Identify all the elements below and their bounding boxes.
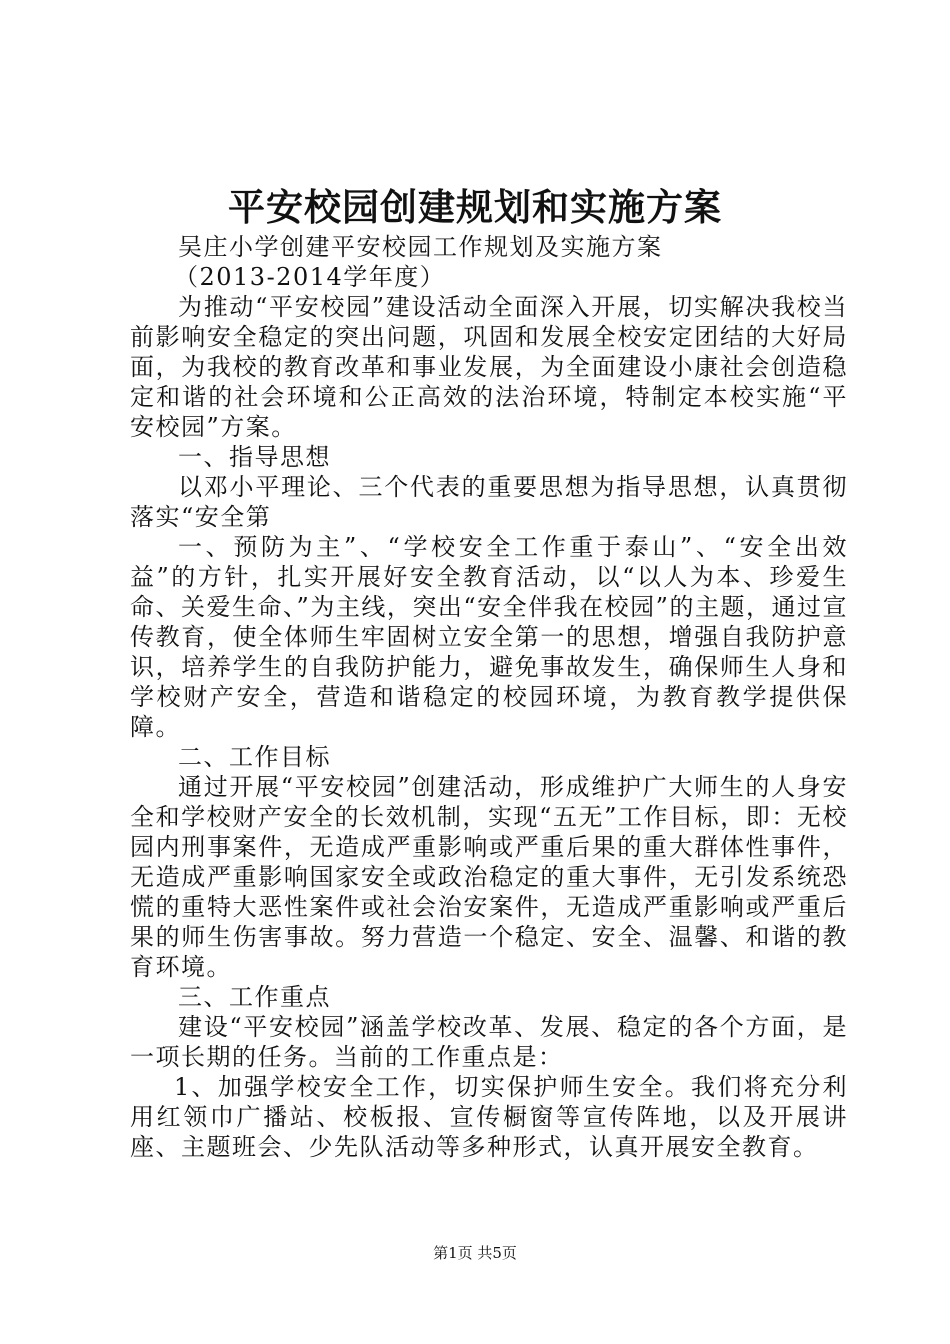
heading-guiding-ideology: 一、指导思想 xyxy=(178,443,331,471)
heading-work-goals: 二、工作目标 xyxy=(178,743,331,771)
paragraph-work-focus: 建设“平安校园”涵盖学校改革、发展、稳定的各个方面，是一项长期的任务。当前的工作重点是： xyxy=(130,1013,848,1071)
document-title: 平安校园创建规划和实施方案 xyxy=(228,185,722,229)
paragraph-guiding-ideology: 以邓小平理论、三个代表的重要思想为指导思想，认真贯彻落实“安全第 xyxy=(130,473,848,531)
paragraph-intro: 为推动“平安校园”建设活动全面深入开展，切实解决我校当前影响安全稳定的突出问题，巩固和发展全校安定团结的大好局面，为我校的教育改革和事业发展，为全面建设小康社会创造稳定和谐的社会环境和公正高效的法治环境，特制定本校实施“平安校园”方案。 xyxy=(130,293,848,441)
page-footer: 第1页 共5页 xyxy=(433,1244,517,1262)
paragraph-work-goals: 通过开展“平安校园”创建活动，形成维护广大师生的人身安全和学校财产安全的长效机制，实现“五无”工作目标，即：无校园内刑事案件，无造成严重影响或严重后果的重大群体性事件，无造成严重影响国家安全或政治稳定的重大事件，无引发系统恐慌的重特大恶性案件或社会治安案件，无造成严重影响或严重后果的师生伤害事故。努力营造一个稳定、安全、温馨、和谐的教育环境。 xyxy=(130,773,848,981)
heading-work-focus: 三、工作重点 xyxy=(178,983,331,1011)
paragraph-item-1: 1、加强学校安全工作，切实保护师生安全。我们将充分利用红领巾广播站、校板报、宣传橱窗等宣传阵地，以及开展讲座、主题班会、少先队活动等多种形式，认真开展安全教育。 xyxy=(130,1073,848,1161)
document-body xyxy=(130,232,848,1162)
subtitle-school-plan: 吴庄小学创建平安校园工作规划及实施方案 xyxy=(178,233,663,261)
subtitle-school-year: （2013-2014学年度） xyxy=(174,263,446,291)
paragraph-guiding-principles: 一、预防为主”、“学校安全工作重于泰山”、“安全出效益”的方针，扎实开展好安全教育活动，以“以人为本、珍爱生命、关爱生命、”为主线，突出“安全伴我在校园”的主题，通过宣传教育，使全体师生牢固树立安全第一的思想，增强自我防护意识，培养学生的自我防护能力，避免事故发生，确保师生人身和学校财产安全，营造和谐稳定的校园环境，为教育教学提供保障。 xyxy=(130,533,848,741)
